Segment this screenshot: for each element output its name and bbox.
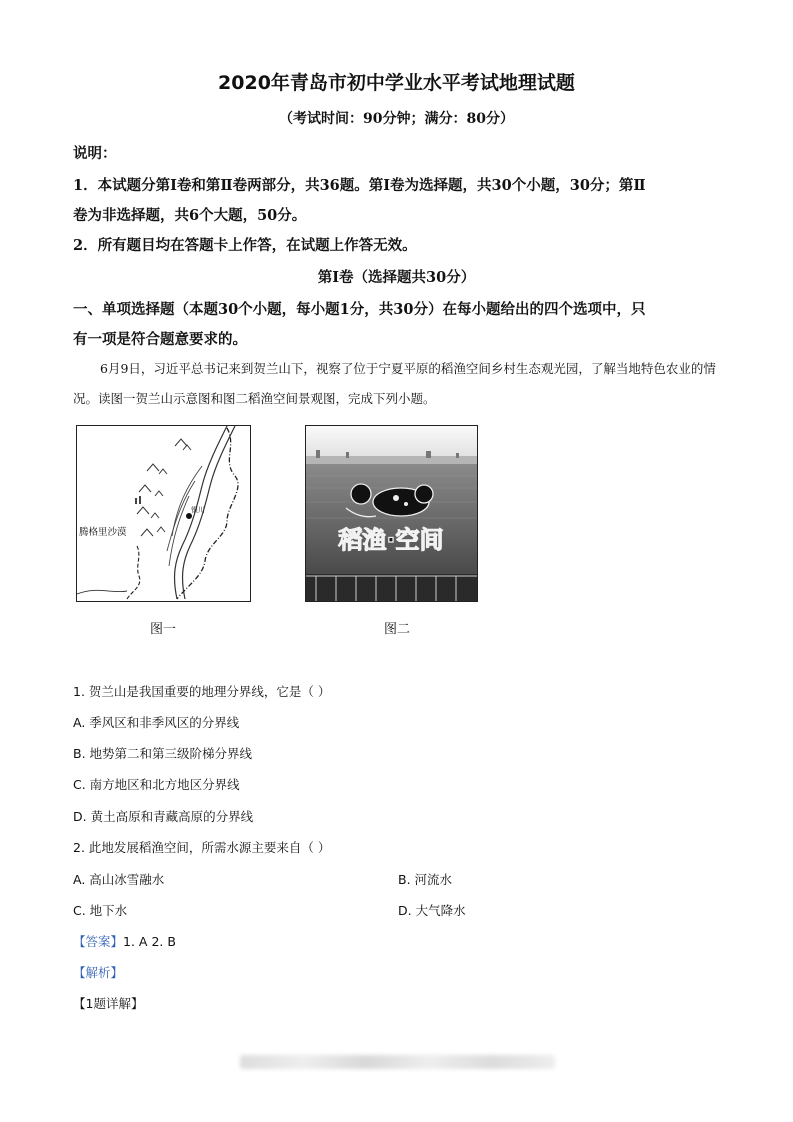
detail-label: 【1题详解】	[73, 996, 144, 1011]
figure-1-map	[76, 425, 251, 602]
question-1-option-d: D. 黄土高原和青藏高原的分界线	[73, 809, 254, 824]
rice-fish-field-photo	[306, 426, 477, 601]
question-2-option-b: B. 河流水	[398, 872, 453, 887]
question-1-option-a: A. 季风区和非季风区的分界线	[73, 715, 240, 730]
question-2-option-c: C. 地下水	[73, 903, 128, 918]
answer-value: 1. A 2. B	[123, 934, 176, 949]
notes-line-1a: 1．本试题分第Ⅰ卷和第Ⅱ卷两部分，共36题。第Ⅰ卷为选择题，共30个小题，30分；第Ⅱ	[73, 177, 646, 194]
blurred-footer	[240, 1055, 555, 1069]
notes-line-1b: 卷为非选择题，共6个大题，50分。	[73, 207, 307, 224]
exam-info: （考试时间：90分钟；满分：80分）	[279, 111, 514, 127]
question-2-stem: 2. 此地发展稻渔空间，所需水源主要来自（ ）	[73, 840, 331, 855]
question-2-option-d: D. 大气降水	[398, 903, 466, 918]
field-text: 稻渔·空间	[338, 526, 444, 554]
question-1-option-c: C. 南方地区和北方地区分界线	[73, 777, 240, 792]
section-title: 第Ⅰ卷（选择题共30分）	[317, 269, 476, 286]
figure-2-caption: 图二	[384, 622, 411, 637]
answer-label: 【答案】	[73, 934, 124, 949]
part-heading-a: 一、单项选择题（本题30个小题，每小题1分，共30分）在每小题给出的四个选项中，只	[73, 301, 646, 318]
city-label: 银川	[191, 506, 205, 514]
figure-2-photo	[305, 425, 478, 602]
desert-label: 腾格里沙漠	[79, 527, 127, 538]
notes-heading: 说明：	[73, 145, 117, 162]
part-heading-b: 有一项是符合题意要求的。	[73, 331, 247, 348]
answer-line	[73, 932, 176, 950]
figure-1-caption: 图一	[150, 622, 177, 637]
helan-mountain-map	[77, 426, 250, 601]
question-1-stem: 1. 贺兰山是我国重要的地理分界线，它是（ ）	[73, 684, 331, 699]
question-1-option-b: B. 地势第二和第三级阶梯分界线	[73, 746, 253, 761]
question-2-option-a: A. 高山冰雪融水	[73, 872, 165, 887]
intro-paragraph: 6月9日，习近平总书记来到贺兰山下，视察了位于宁夏平原的稻渔空间乡村生态观光园，了解当地特色农业的情况。读图一贺兰山示意图和图二稻渔空间景观图，完成下列小题。	[73, 361, 716, 406]
page-title: 2020年青岛市初中学业水平考试地理试题	[218, 72, 575, 94]
analysis-label: 【解析】	[73, 965, 124, 980]
notes-line-2: 2．所有题目均在答题卡上作答，在试题上作答无效。	[73, 237, 417, 254]
